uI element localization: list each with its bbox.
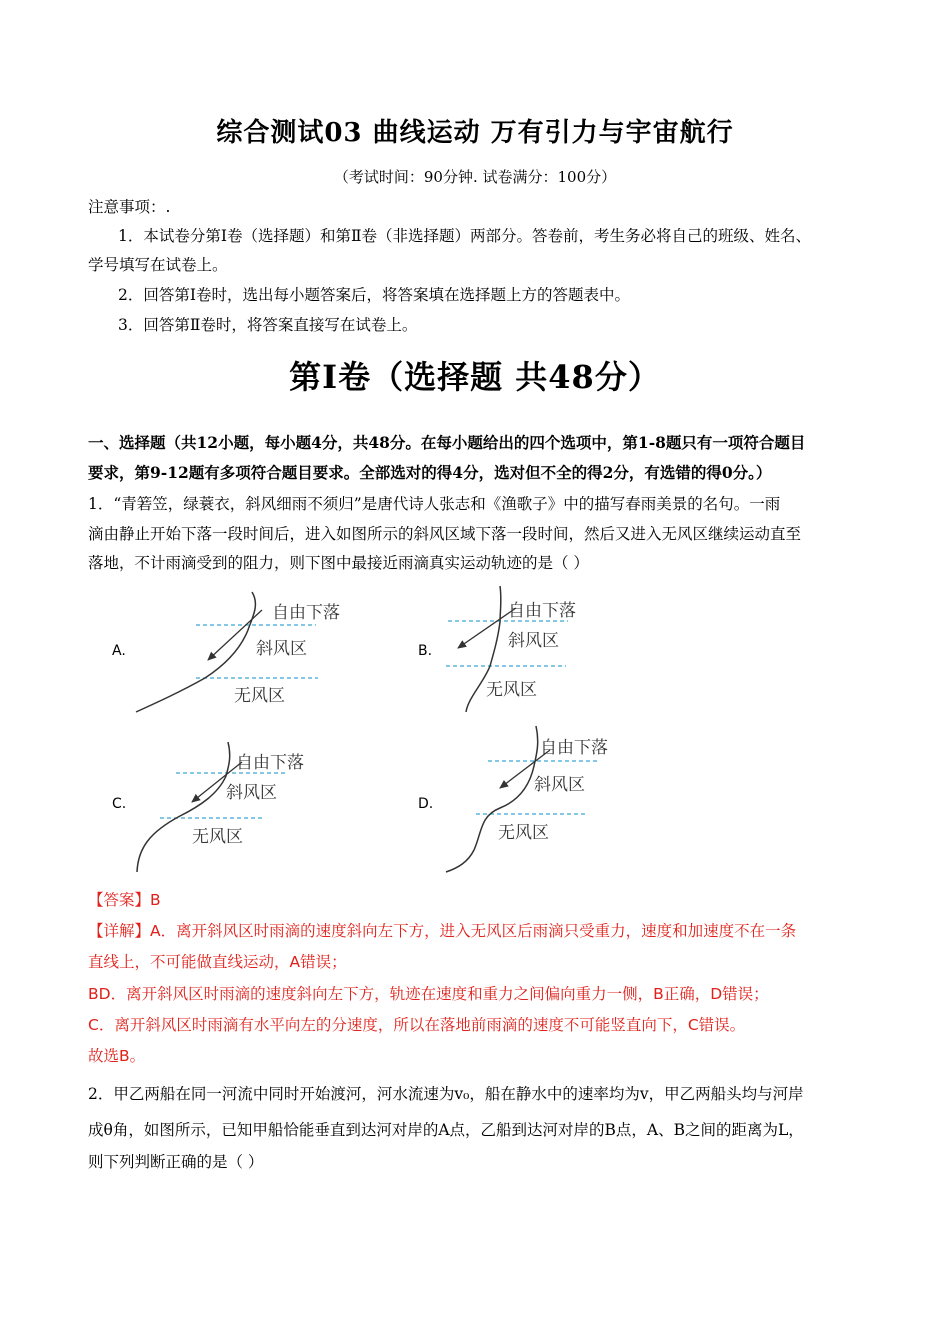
- notice-item-1: 1．本试卷分第Ⅰ卷（选择题）和第Ⅱ卷（非选择题）两部分。答卷前，考生务必将自己的班级、姓名、: [118, 227, 812, 245]
- q1-line-3: 落地，不计雨滴受到的阻力，则下图中最接近雨滴真实运动轨迹的是（ ）: [88, 554, 589, 572]
- q2-line-2: 成θ角，如图所示，已知甲船恰能垂直到达河对岸的A点，乙船到达河对岸的B点，A、B之间的距离为L，: [88, 1121, 804, 1139]
- q1-conclusion: 故选B。: [88, 1047, 146, 1065]
- option-a-zone-free-fall: 自由下落: [272, 603, 340, 623]
- q1-line-2: 滴由静止开始下落一段时间后，进入如图所示的斜风区域下落一段时间，然后又进入无风区继续运动直至: [88, 525, 802, 543]
- option-d-zone-free-fall: 自由下落: [540, 738, 608, 758]
- option-c-zone-free-fall: 自由下落: [236, 753, 304, 773]
- notice-item-3: 3．回答第Ⅱ卷时，将答案直接写在试卷上。: [118, 316, 418, 334]
- option-a-diagram: [112, 592, 340, 712]
- option-b-diagram: [418, 586, 576, 712]
- exam-title: 综合测试03 曲线运动 万有引力与宇宙航行: [216, 118, 734, 148]
- q2-line-3: 则下列判断正确的是（ ）: [88, 1153, 264, 1171]
- option-b-zone-calm: 无风区: [486, 680, 537, 700]
- exam-subtitle: （考试时间：90分钟. 试卷满分：100分）: [333, 168, 617, 186]
- option-b-zone-free-fall: 自由下落: [508, 601, 576, 621]
- option-c-diagram: [112, 742, 304, 872]
- q1-line-1: 1．“青箬笠，绿蓑衣，斜风细雨不须归”是唐代诗人张志和《渔歌子》中的描写春雨美景的名句。一雨: [88, 495, 781, 513]
- q1-detail-line-1: 【详解】A．离开斜风区时雨滴的速度斜向左下方，进入无风区后雨滴只受重力，速度和加速度不在一条: [88, 922, 797, 940]
- q1-detail-line-3: BD．离开斜风区时雨滴的速度斜向左下方，轨迹在速度和重力之间偏向重力一侧，B正确，D错误；: [88, 985, 769, 1003]
- option-c-zone-wind: 斜风区: [226, 783, 277, 803]
- q1-detail-line-2: 直线上，不可能做直线运动，A错误；: [88, 953, 347, 971]
- option-d-zone-wind: 斜风区: [534, 775, 585, 795]
- notice-item-2: 2．回答第Ⅰ卷时，选出每小题答案后，将答案填在选择题上方的答题表中。: [118, 286, 630, 304]
- q2-line-1: 2．甲乙两船在同一河流中同时开始渡河，河水流速为v₀，船在静水中的速率均为v，甲乙两船头均与河岸: [88, 1085, 804, 1103]
- section-instruction-1: 一、选择题（共12小题，每小题4分，共48分。在每小题给出的四个选项中，第1-8题只有一项符合题目: [88, 433, 806, 452]
- q1-options-figure: [0, 580, 950, 880]
- option-b-zone-wind: 斜风区: [508, 631, 559, 651]
- option-b-label: B.: [418, 643, 433, 659]
- option-d-zone-calm: 无风区: [498, 823, 549, 843]
- option-a-zone-calm: 无风区: [234, 686, 285, 706]
- notice-heading: 注意事项：.: [88, 198, 171, 216]
- section-title: 第Ⅰ卷（选择题 共48分）: [289, 358, 661, 396]
- notice-item-1-cont: 学号填写在试卷上。: [88, 256, 228, 274]
- option-a-zone-wind: 斜风区: [256, 639, 307, 659]
- option-c-label: C.: [112, 796, 127, 812]
- option-d-label: D.: [418, 796, 434, 812]
- option-d-diagram: [418, 726, 608, 872]
- option-c-zone-calm: 无风区: [192, 827, 243, 847]
- q1-answer: 【答案】B: [88, 891, 161, 909]
- section-instruction-2: 要求，第9-12题有多项符合题目要求。全部选对的得4分，选对但不全的得2分，有选错的得0分。）: [88, 463, 772, 482]
- q1-detail-line-4: C．离开斜风区时雨滴有水平向左的分速度，所以在落地前雨滴的速度不可能竖直向下，C错误。: [88, 1016, 746, 1034]
- option-a-label: A.: [112, 643, 126, 659]
